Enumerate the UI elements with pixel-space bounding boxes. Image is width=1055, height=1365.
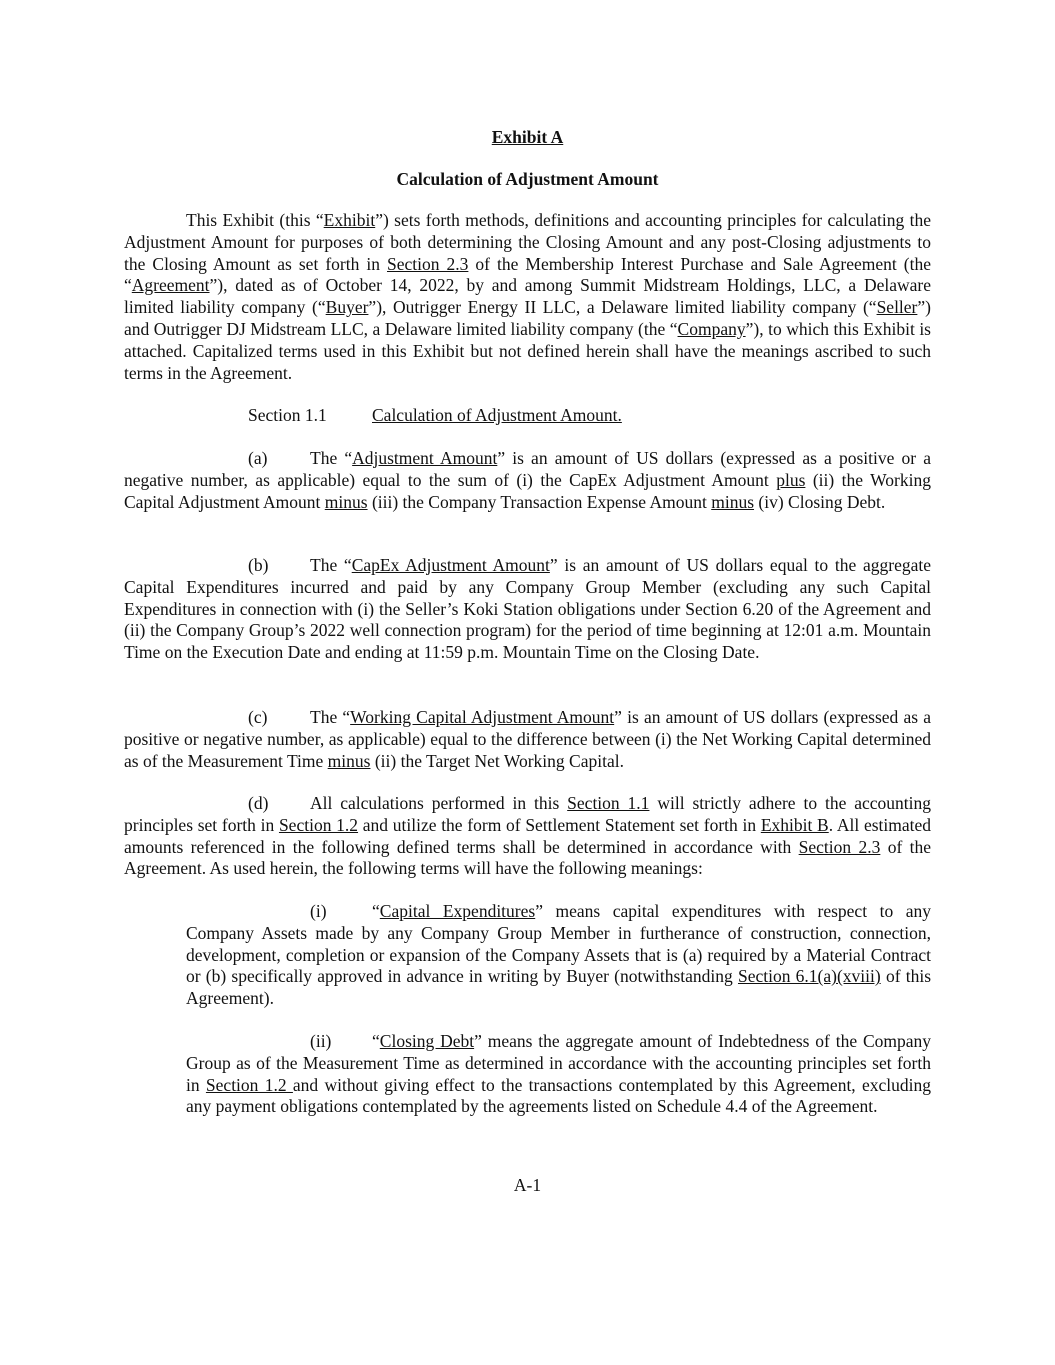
defined-term-working-capital-adjustment-amount: Working Capital Adjustment Amount [350,707,615,727]
defined-term-company: Company [677,318,746,339]
exhibit-subtitle: Calculation of Adjustment Amount [396,169,659,189]
defined-term-capex-adjustment-amount: CapEx Adjustment Amount [351,555,550,575]
paragraph-d: (d) All calculations performed in this Section 1.1 will strictly adhere to the accounting principles set forth in Section 1.2 and utilize the form of Settlement Statement set forth in Exhibit B. All estimated amounts referenced in the following defined terms shall be determined in accordance with Section 2.3 of the Agreement. As used herein, the following terms will have the following meanings: [124,793,932,879]
reference-section-2-3: Section 2.3 [798,836,881,857]
paragraph-a: (a) The “Adjustment Amount” is an amount of US dollars (expressed as a positive or a negative number, as applicable) equal to the sum of (i) the CapEx Adjustment Amount plus (ii) the Working Capital Adjustment Amount minus (iii) the Company Transaction Expense Amount minus (iv) Closing Debt. [124,448,931,512]
paragraph-a-label: (a) [248,448,268,468]
defined-term-closing-debt: Closing Debt [379,1031,475,1051]
section-title: Calculation of Adjustment Amount. [372,405,622,425]
section-number: Section 1.1 [248,405,327,425]
paragraph-b: (b) The “CapEx Adjustment Amount” is an amount of US dollars equal to the aggregate Capital Expenditures incurred and paid by any Company Group Member (excluding any such Capital Expenditures in connection with (i) the Seller’s Koki Station obligations under Section 6.20 of the Agreement and (ii) the Company Group’s 2022 well connection program) for the period of time beginning at 12:01 a.m. Mountain Time on the Execution Date and ending at 11:59 p.m. Mountain Time on the Closing Date. [124,555,931,663]
exhibit-title: Exhibit A [491,127,564,147]
reference-section-1-2: Section 1.2 [278,814,359,835]
reference-section-2-3: Section 2.3 [387,253,469,274]
reference-section-1-2: Section 1.2 [205,1074,293,1095]
paragraph-i: (i) “Capital Expenditures” means capital expenditures with respect to any Company Assets made by any Company Group Member in furtherance of construction, connection, development, completion or expansion of the Company Assets that is (a) required by a Material Contract or (b) specifically approved in advance in writing by Buyer (notwithstanding Section 6.1(a)(xviii) of this Agreement). [186,901,932,1009]
defined-term-seller: Seller [876,297,918,318]
reference-section-1-1: Section 1.1 [567,793,650,813]
section-heading [124,405,931,427]
paragraph-d-label: (d) [248,793,269,813]
paragraph-c: (c) The “Working Capital Adjustment Amount” is an amount of US dollars (expressed as a positive or negative number, as applicable) equal to the difference between (i) the Net Working Capital determined as of the Measurement Time minus (ii) the Target Net Working Capital. [124,707,931,771]
defined-term-buyer: Buyer [325,297,369,318]
defined-term-adjustment-amount: Adjustment Amount [352,448,498,468]
paragraph-i-label: (i) [310,901,327,921]
paragraph-c-label: (c) [248,707,268,727]
intro-paragraph: This Exhibit (this “Exhibit”) sets forth methods, definitions and accounting principles for calculating the Adjustment Amount for purposes of both determining the Closing Amount and any post-Closing adjustments to the Closing Amount as set forth in Section 2.3 of the Membership Interest Purchase and Sale Agreement (the “Agreement”), dated as of October 14, 2022, by and among Summit Midstream Holdings, LLC, a Delaware limited liability company (“Buyer”), Outrigger Energy II LLC, a Delaware limited liability company (“Seller”) and Outrigger DJ Midstream LLC, a Delaware limited liability company (the “Company”), to which this Exhibit is attached. Capitalized terms used in this Exhibit but not defined herein shall have the meanings ascribed to such terms in the Agreement. [124,210,931,383]
reference-exhibit-b: Exhibit B [760,814,829,835]
reference-section-6-1-a-xviii: Section 6.1(a)(xviii) [737,966,881,987]
paragraph-b-label: (b) [248,555,269,575]
defined-term-capital-expenditures: Capital Expenditures [379,901,536,921]
page-number: A-1 [513,1175,542,1195]
paragraph-ii-label: (ii) [310,1031,332,1051]
defined-term-exhibit: Exhibit [323,210,376,230]
paragraph-ii: (ii) “Closing Debt” means the aggregate amount of Indebtedness of the Company Group as of the Measurement Time as determined in accordance with the accounting principles set forth in Section 1.2 and without giving effect to the transactions contemplated by this Agreement, excluding any payment obligations contemplated by the agreements listed on Schedule 4.4 of the Agreement. [186,1031,931,1117]
defined-term-agreement: Agreement [131,275,210,296]
